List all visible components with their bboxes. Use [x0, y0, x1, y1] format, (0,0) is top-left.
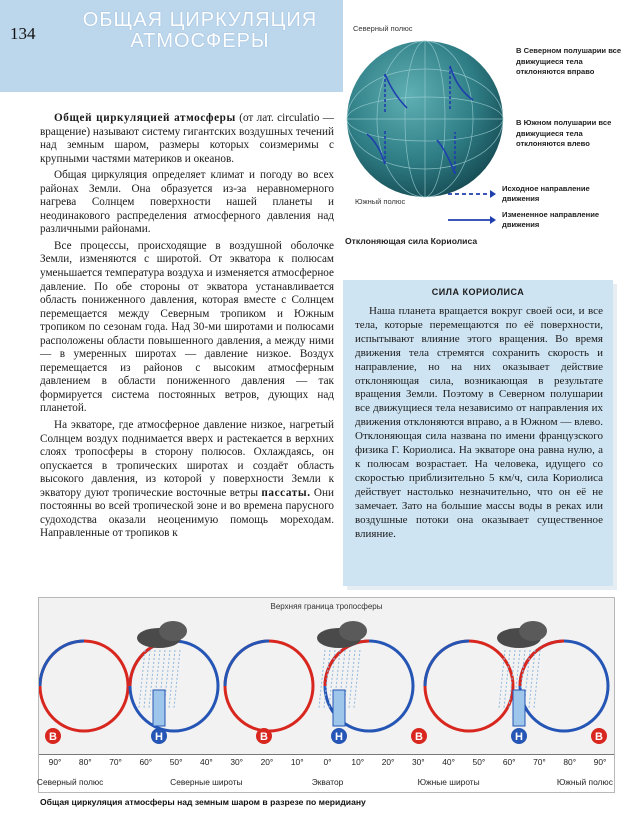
page-number: 134 [10, 24, 36, 43]
latitude-tick: 10° [351, 757, 365, 767]
chapter-title-line-1: ОБЩАЯ ЦИРКУЛЯЦИЯ [82, 9, 318, 31]
north-pole-label: Северный полюс [353, 24, 413, 33]
latitude-tick: 20° [260, 757, 274, 767]
body-text [40, 112, 334, 541]
paragraph-1 [40, 112, 334, 166]
paragraph-4 [40, 419, 334, 541]
term-general-circulation: Общей циркуляцией атмосферы [54, 112, 236, 124]
legend-initial-direction [448, 184, 618, 206]
paragraph-4-end: Они постоянны во всей тропической зоне и во времена парусного судоходства оказали неоценимую помощь мореходам. Направленные от тропиков к [40, 486, 334, 540]
rain-streak [174, 650, 180, 708]
storm-cloud-icon [339, 621, 367, 641]
latitude-tick: 50° [472, 757, 486, 767]
high-pressure-label: В [415, 731, 423, 743]
high-pressure-label: В [595, 731, 603, 743]
coriolis-globe-illustration [345, 34, 505, 204]
low-pressure-label: Н [515, 731, 523, 743]
latitude-tick: 30° [411, 757, 425, 767]
term-trade-winds: пассаты. [261, 486, 311, 499]
circulation-cells [39, 598, 616, 754]
paragraph-3: Все процессы, происходящие в воздушной оболочке Земли, изменяются с широтой. От экватора к полюсам уменьшается температура воздуха и изменяется атмосферное давление. По обе стороны от экватора устанавливается область пониженного давления, которая вместе с Солнцем перемещается между Северным тропиком и Южным тропиком по сезонам года. Над 30-ми широтами и полюсами расположены области повышенного давления, а между ними — в умеренных широтах — давление низкое. Воздух перемещается из районов с высоким атмосферным давлением в области пониженного давления — так формируется система постоянных ветров, дующих над планетой. [40, 239, 334, 415]
storm-cloud-icon [519, 621, 547, 641]
circulation-cell-half [425, 641, 469, 686]
coriolis-info-box [343, 280, 613, 586]
chapter-title [60, 10, 340, 52]
circulation-caption: Общая циркуляция атмосферы над земным шаром в разрезе по меридиану [40, 797, 366, 807]
legend-initial-label: Исходное направление движения [502, 184, 590, 203]
latitude-tick: 0° [323, 757, 332, 767]
chapter-title-line-2: АТМОСФЕРЫ [130, 30, 270, 52]
latitude-tick: 60° [139, 757, 153, 767]
latitude-tick: 90° [48, 757, 62, 767]
latitude-tick: 60° [502, 757, 516, 767]
latitude-tick: 80° [563, 757, 577, 767]
latitude-tick: 70° [533, 757, 546, 767]
legend-changed-label: Измененное направление движения [502, 210, 600, 229]
rising-air-column [513, 690, 525, 726]
circulation-cell-half [40, 641, 84, 686]
paragraph-2: Общая циркуляция определяет климат и погоду во всех районах Земли. Она образуется из-за неравномерного нагрева Солнцем поверхности нашей планеты и неодинакового распределения атмосферного давления над различными районами. [40, 169, 334, 236]
latitude-tick: 50° [169, 757, 183, 767]
coriolis-box-title: СИЛА КОРИОЛИСА [431, 287, 525, 297]
rain-streak [169, 650, 175, 708]
zone-label: Северный полюс [36, 777, 104, 787]
low-pressure-label: Н [335, 731, 343, 743]
high-pressure-label: В [260, 731, 268, 743]
latitude-tick: 10° [290, 757, 304, 767]
zone-label: Южные широты [417, 777, 480, 787]
paragraph-4-start: На экваторе, где атмосферное давление низкое, нагретый Солнцем воздух поднимается вверх и растекается в верхних слоях тропосферы в сторону полюсов. Охлаждаясь, он опускается в тропических широтах и создаёт область высокого давления, из которой у поверхности Земли к экватору дуют тропические восточные ветры [40, 419, 334, 499]
south-pole-label: Южный полюс [355, 197, 406, 206]
latitude-tick: 30° [230, 757, 243, 767]
troposphere-boundary-label: Верхняя граница тропосферы [270, 602, 383, 611]
coriolis-box-text: Наша планета вращается вокруг своей оси, и все тела, которые перемещаются по её поверхности, испытывают влияние этого вращения. Во время движения тела стремятся сохранить скорость и направление, но на них оказывает действие отклоняющая сила, возникающая в результате вращения Земли. Поэтому в Северном полушарии все движущиеся тела независимо от направления их движения отклоняются вправо, а в Южном — влево. Отклоняющая сила названа по имени французского физика Г. Кориолиса. На экваторе она равна нулю, а к полюсам возрастает. На человека, идущего со скоростью приблизительно 5 км/ч, сила Кориолиса действует настолько незначительно, что он её не замечает. Зато на большие массы воды в реках или воздушные потоки она оказывает существенное влияние. [355, 305, 603, 540]
storm-cloud-icon [159, 621, 187, 641]
latitude-scale [36, 754, 614, 792]
globe-caption: Отклоняющая сила Кориолиса [345, 236, 478, 246]
note-northern-hemisphere: В Северном полушарии все движущиеся тела отклоняются вправо [516, 46, 622, 76]
circulation-cell-half [225, 641, 269, 686]
latitude-tick: 20° [381, 757, 395, 767]
rain-streak [534, 650, 540, 708]
solid-arrow-icon [448, 216, 496, 224]
circulation-diagram [38, 597, 615, 793]
legend-changed-direction [448, 210, 618, 232]
paragraph-1-text: (от лат. circulatio — вращение) называют систему гигантских воздушных течений над земным шаром, размеры которых соизмеримы с крупными частями материков и океанов. [40, 112, 334, 165]
dashed-arrow-icon [448, 190, 496, 198]
rising-air-column [333, 690, 345, 726]
rain-streak [144, 650, 150, 708]
rising-air-column [153, 690, 165, 726]
latitude-tick: 80° [78, 757, 92, 767]
latitude-tick: 40° [442, 757, 455, 767]
high-pressure-label: В [49, 731, 57, 743]
zone-label: Северные широты [170, 777, 243, 787]
latitude-tick: 70° [109, 757, 122, 767]
latitude-tick: 90° [593, 757, 607, 767]
rain-streak [354, 650, 360, 708]
note-southern-hemisphere: В Южном полушарии все движущиеся тела отклоняются влево [516, 118, 612, 148]
zone-label: Экватор [311, 777, 344, 787]
zone-label: Южный полюс [556, 777, 613, 787]
rain-streak [499, 650, 505, 708]
latitude-tick: 40° [200, 757, 213, 767]
low-pressure-label: Н [155, 731, 163, 743]
rain-streak [349, 650, 355, 708]
